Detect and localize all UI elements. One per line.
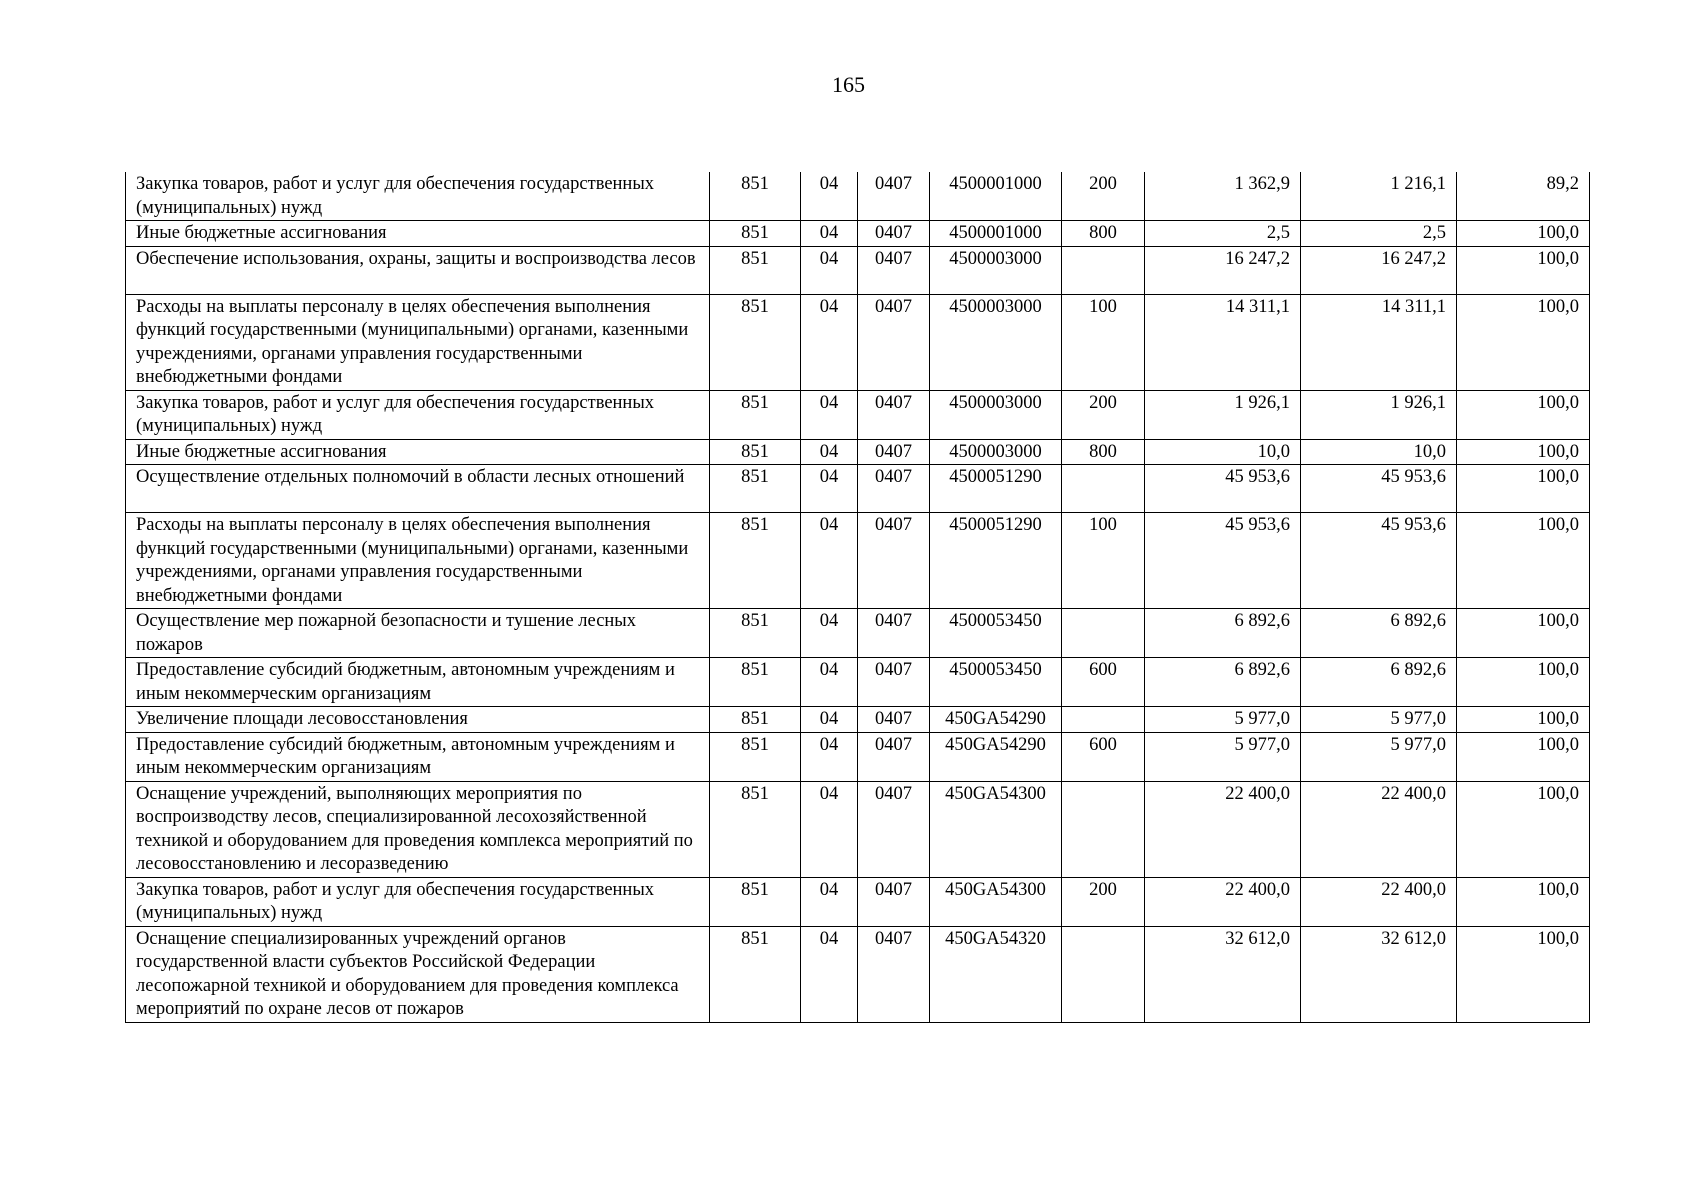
budget-table — [125, 172, 1590, 1023]
target-article-cell: 4500051290 — [930, 465, 1062, 513]
percent-cell: 100,0 — [1457, 513, 1590, 609]
target-article-cell: 450GA54320 — [930, 926, 1062, 1022]
fact-amount-cell: 1 216,1 — [1301, 172, 1457, 221]
row-name-cell: Предоставление субсидий бюджетным, автономным учреждениям и иным некоммерческим организациям — [126, 658, 710, 707]
subsection-code-cell: 0407 — [858, 246, 930, 294]
ministry-code-cell: 851 — [710, 513, 801, 609]
expense-kind-cell: 200 — [1062, 877, 1145, 926]
ministry-code-cell: 851 — [710, 732, 801, 781]
target-article-cell: 450GA54290 — [930, 732, 1062, 781]
percent-cell: 100,0 — [1457, 609, 1590, 658]
target-article-cell: 4500051290 — [930, 513, 1062, 609]
section-code-cell: 04 — [801, 221, 858, 247]
table-row — [126, 390, 1590, 439]
fact-amount-cell: 32 612,0 — [1301, 926, 1457, 1022]
ministry-code-cell: 851 — [710, 246, 801, 294]
plan-amount-cell: 5 977,0 — [1145, 707, 1301, 733]
subsection-code-cell: 0407 — [858, 877, 930, 926]
fact-amount-cell: 45 953,6 — [1301, 513, 1457, 609]
expense-kind-cell: 200 — [1062, 390, 1145, 439]
ministry-code-cell: 851 — [710, 221, 801, 247]
percent-cell: 89,2 — [1457, 172, 1590, 221]
ministry-code-cell: 851 — [710, 781, 801, 877]
section-code-cell: 04 — [801, 707, 858, 733]
table-row — [126, 246, 1590, 294]
percent-cell: 100,0 — [1457, 707, 1590, 733]
percent-cell: 100,0 — [1457, 439, 1590, 465]
section-code-cell: 04 — [801, 732, 858, 781]
section-code-cell: 04 — [801, 926, 858, 1022]
fact-amount-cell: 1 926,1 — [1301, 390, 1457, 439]
section-code-cell: 04 — [801, 658, 858, 707]
fact-amount-cell: 6 892,6 — [1301, 609, 1457, 658]
plan-amount-cell: 1 362,9 — [1145, 172, 1301, 221]
ministry-code-cell: 851 — [710, 658, 801, 707]
target-article-cell: 4500001000 — [930, 172, 1062, 221]
subsection-code-cell: 0407 — [858, 513, 930, 609]
percent-cell: 100,0 — [1457, 781, 1590, 877]
table-row — [126, 294, 1590, 390]
fact-amount-cell: 2,5 — [1301, 221, 1457, 247]
subsection-code-cell: 0407 — [858, 609, 930, 658]
percent-cell: 100,0 — [1457, 246, 1590, 294]
expense-kind-cell — [1062, 609, 1145, 658]
table-row — [126, 513, 1590, 609]
fact-amount-cell: 14 311,1 — [1301, 294, 1457, 390]
fact-amount-cell: 5 977,0 — [1301, 707, 1457, 733]
plan-amount-cell: 1 926,1 — [1145, 390, 1301, 439]
section-code-cell: 04 — [801, 439, 858, 465]
target-article-cell: 4500053450 — [930, 658, 1062, 707]
table-row — [126, 609, 1590, 658]
ministry-code-cell: 851 — [710, 172, 801, 221]
subsection-code-cell: 0407 — [858, 294, 930, 390]
row-name-cell: Обеспечение использования, охраны, защиты и воспроизводства лесов — [126, 246, 710, 294]
row-name-cell: Осуществление мер пожарной безопасности и тушение лесных пожаров — [126, 609, 710, 658]
fact-amount-cell: 16 247,2 — [1301, 246, 1457, 294]
section-code-cell: 04 — [801, 172, 858, 221]
expense-kind-cell: 600 — [1062, 732, 1145, 781]
table-row — [126, 465, 1590, 513]
subsection-code-cell: 0407 — [858, 658, 930, 707]
plan-amount-cell: 6 892,6 — [1145, 609, 1301, 658]
row-name-cell: Оснащение специализированных учреждений органов государственной власти субъектов Российской Федерации лесопожарной техникой и оборудованием для проведения комплекса мероприятий по охране лесов от пожаров — [126, 926, 710, 1022]
subsection-code-cell: 0407 — [858, 926, 930, 1022]
percent-cell: 100,0 — [1457, 877, 1590, 926]
percent-cell: 100,0 — [1457, 390, 1590, 439]
expense-kind-cell — [1062, 926, 1145, 1022]
section-code-cell: 04 — [801, 609, 858, 658]
fact-amount-cell: 22 400,0 — [1301, 781, 1457, 877]
percent-cell: 100,0 — [1457, 926, 1590, 1022]
table-row — [126, 926, 1590, 1022]
row-name-cell: Закупка товаров, работ и услуг для обеспечения государственных (муниципальных) нужд — [126, 390, 710, 439]
ministry-code-cell: 851 — [710, 926, 801, 1022]
ministry-code-cell: 851 — [710, 707, 801, 733]
percent-cell: 100,0 — [1457, 294, 1590, 390]
table-row — [126, 658, 1590, 707]
fact-amount-cell: 6 892,6 — [1301, 658, 1457, 707]
subsection-code-cell: 0407 — [858, 465, 930, 513]
expense-kind-cell: 200 — [1062, 172, 1145, 221]
expense-kind-cell: 600 — [1062, 658, 1145, 707]
subsection-code-cell: 0407 — [858, 707, 930, 733]
target-article-cell: 450GA54300 — [930, 781, 1062, 877]
section-code-cell: 04 — [801, 294, 858, 390]
plan-amount-cell: 22 400,0 — [1145, 781, 1301, 877]
expense-kind-cell: 100 — [1062, 513, 1145, 609]
budget-table-body — [126, 172, 1590, 1022]
percent-cell: 100,0 — [1457, 658, 1590, 707]
plan-amount-cell: 2,5 — [1145, 221, 1301, 247]
row-name-cell: Предоставление субсидий бюджетным, автономным учреждениям и иным некоммерческим организациям — [126, 732, 710, 781]
table-row — [126, 877, 1590, 926]
row-name-cell: Иные бюджетные ассигнования — [126, 221, 710, 247]
expense-kind-cell — [1062, 246, 1145, 294]
row-name-cell: Осуществление отдельных полномочий в области лесных отношений — [126, 465, 710, 513]
table-row — [126, 781, 1590, 877]
subsection-code-cell: 0407 — [858, 732, 930, 781]
row-name-cell: Увеличение площади лесовосстановления — [126, 707, 710, 733]
section-code-cell: 04 — [801, 877, 858, 926]
expense-kind-cell — [1062, 707, 1145, 733]
row-name-cell: Иные бюджетные ассигнования — [126, 439, 710, 465]
percent-cell: 100,0 — [1457, 732, 1590, 781]
subsection-code-cell: 0407 — [858, 781, 930, 877]
plan-amount-cell: 5 977,0 — [1145, 732, 1301, 781]
expense-kind-cell: 100 — [1062, 294, 1145, 390]
target-article-cell: 4500003000 — [930, 246, 1062, 294]
table-row — [126, 172, 1590, 221]
ministry-code-cell: 851 — [710, 294, 801, 390]
target-article-cell: 4500003000 — [930, 294, 1062, 390]
page-number: 165 — [832, 72, 865, 97]
table-row — [126, 439, 1590, 465]
fact-amount-cell: 45 953,6 — [1301, 465, 1457, 513]
target-article-cell: 4500001000 — [930, 221, 1062, 247]
expense-kind-cell: 800 — [1062, 221, 1145, 247]
ministry-code-cell: 851 — [710, 439, 801, 465]
expense-kind-cell — [1062, 781, 1145, 877]
target-article-cell: 450GA54300 — [930, 877, 1062, 926]
ministry-code-cell: 851 — [710, 609, 801, 658]
ministry-code-cell: 851 — [710, 390, 801, 439]
section-code-cell: 04 — [801, 513, 858, 609]
target-article-cell: 450GA54290 — [930, 707, 1062, 733]
target-article-cell: 4500003000 — [930, 390, 1062, 439]
row-name-cell: Расходы на выплаты персоналу в целях обеспечения выполнения функций государственными (муниципальными) органами, казенными учреждениями, органами управления государственными внебюджетными фондами — [126, 294, 710, 390]
fact-amount-cell: 5 977,0 — [1301, 732, 1457, 781]
table-row — [126, 707, 1590, 733]
table-row — [126, 732, 1590, 781]
table-row — [126, 221, 1590, 247]
row-name-cell: Закупка товаров, работ и услуг для обеспечения государственных (муниципальных) нужд — [126, 172, 710, 221]
row-name-cell: Закупка товаров, работ и услуг для обеспечения государственных (муниципальных) нужд — [126, 877, 710, 926]
section-code-cell: 04 — [801, 246, 858, 294]
plan-amount-cell: 14 311,1 — [1145, 294, 1301, 390]
subsection-code-cell: 0407 — [858, 439, 930, 465]
percent-cell: 100,0 — [1457, 465, 1590, 513]
section-code-cell: 04 — [801, 781, 858, 877]
subsection-code-cell: 0407 — [858, 172, 930, 221]
plan-amount-cell: 22 400,0 — [1145, 877, 1301, 926]
row-name-cell: Оснащение учреждений, выполняющих мероприятия по воспроизводству лесов, специализированной лесохозяйственной техникой и оборудованием для проведения комплекса мероприятий по лесовосстановлению и лесоразведению — [126, 781, 710, 877]
subsection-code-cell: 0407 — [858, 390, 930, 439]
plan-amount-cell: 16 247,2 — [1145, 246, 1301, 294]
expense-kind-cell: 800 — [1062, 439, 1145, 465]
subsection-code-cell: 0407 — [858, 221, 930, 247]
target-article-cell: 4500053450 — [930, 609, 1062, 658]
percent-cell: 100,0 — [1457, 221, 1590, 247]
fact-amount-cell: 22 400,0 — [1301, 877, 1457, 926]
fact-amount-cell: 10,0 — [1301, 439, 1457, 465]
ministry-code-cell: 851 — [710, 877, 801, 926]
ministry-code-cell: 851 — [710, 465, 801, 513]
plan-amount-cell: 6 892,6 — [1145, 658, 1301, 707]
plan-amount-cell: 45 953,6 — [1145, 513, 1301, 609]
target-article-cell: 4500003000 — [930, 439, 1062, 465]
section-code-cell: 04 — [801, 465, 858, 513]
row-name-cell: Расходы на выплаты персоналу в целях обеспечения выполнения функций государственными (муниципальными) органами, казенными учреждениями, органами управления государственными внебюджетными фондами — [126, 513, 710, 609]
plan-amount-cell: 10,0 — [1145, 439, 1301, 465]
plan-amount-cell: 32 612,0 — [1145, 926, 1301, 1022]
expense-kind-cell — [1062, 465, 1145, 513]
plan-amount-cell: 45 953,6 — [1145, 465, 1301, 513]
section-code-cell: 04 — [801, 390, 858, 439]
